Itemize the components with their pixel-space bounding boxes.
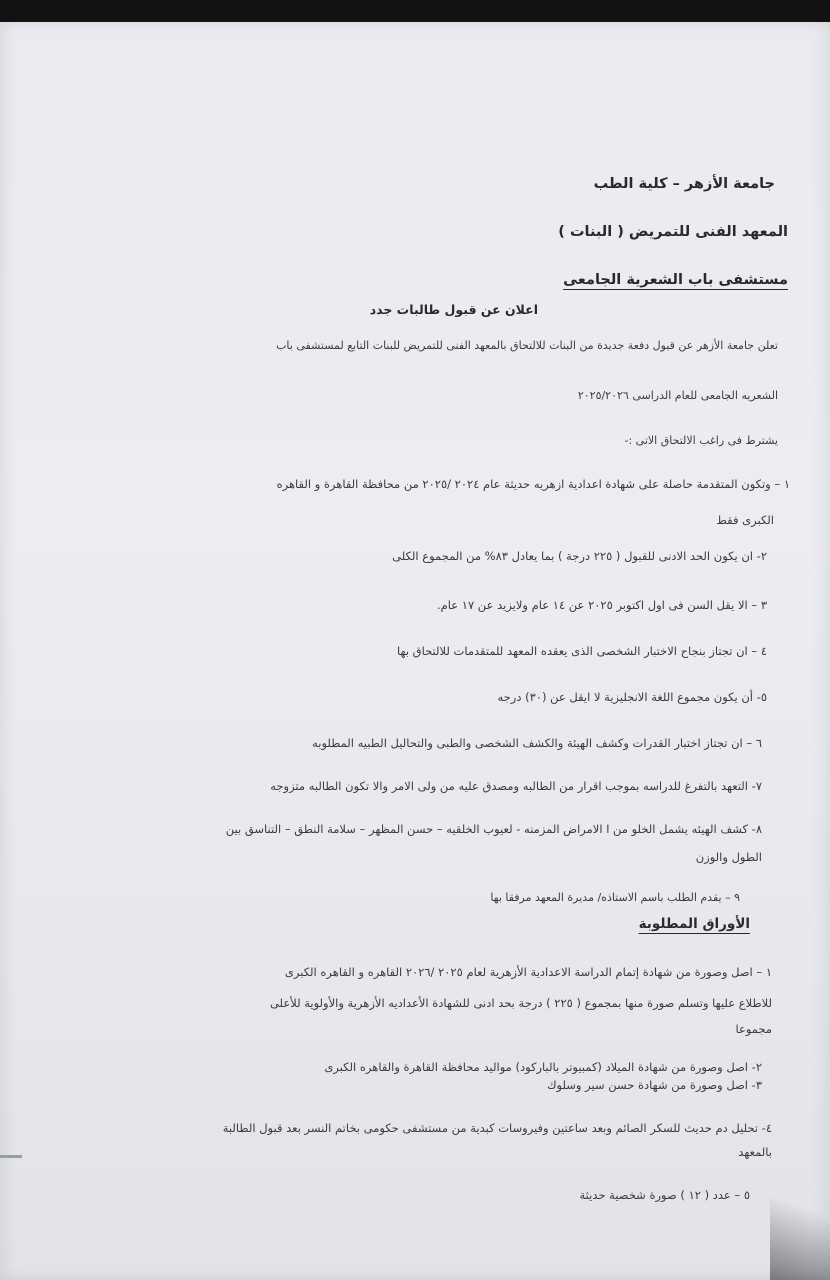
header-hospital: مستشفى باب الشعرية الجامعى [563, 272, 788, 288]
condition-6: ٦ – ان تجتاز اختبار القدرات وكشف الهيئة والكشف الشخصى والطبى والتحاليل الطبيه المطلوبه [312, 736, 762, 750]
condition-1: ١ – وتكون المتقدمة حاصلة على شهادة اعدادية ازهريه حديثة عام ٢٠٢٤ /٢٠٢٥ من محافظة القاهرة و القاهره [276, 477, 790, 491]
condition-2: ٢- ان يكون الحد الادنى للقبول ( ٢٢٥ درجة ) بما يعادل ٨٣% من المجموع الكلى [392, 549, 767, 563]
conditions-intro: يشترط فى راغب الالتحاق الاتى :- [624, 434, 778, 447]
condition-9: ٩ – يقدم الطلب باسم الاستاذه/ مديرة المعهد مرفقا بها [490, 891, 740, 904]
document-1-cont-2: مجموعا [735, 1022, 772, 1036]
condition-3: ٣ – الا يقل السن فى اول اكتوبر ٢٠٢٥ عن ١٤ عام ولايزيد عن ١٧ عام. [437, 598, 767, 612]
condition-4: ٤ – ان تجتاز بنجاح الاختبار الشخصى الذى يعقده المعهد للمتقدمات للالتحاق بها [397, 644, 767, 658]
document-page [0, 22, 830, 1280]
document-5: ٥ – عدد ( ١٢ ) صورة شخصية حديثة [579, 1188, 750, 1202]
document-3: ٣- اصل وصورة من شهادة حسن سير وسلوك [547, 1078, 762, 1092]
document-1: ١ – اصل وصورة من شهادة إتمام الدراسة الاعدادية الأزهرية لعام ٢٠٢٥ /٢٠٢٦ القاهره و القاهره الكبرى [284, 965, 772, 979]
header-university-faculty: جامعة الأزهر – كلية الطب [593, 176, 775, 192]
condition-1-cont: الكبرى فقط [716, 513, 774, 527]
condition-5: ٥- أن يكون مجموع اللغة الانجليزية لا ايقل عن (٣٠) درجه [497, 690, 767, 704]
condition-8: ٨- كشف الهيئه يشمل الخلو من ا الامراض المزمنه - لعيوب الخلقيه – حسن المظهر – سلامة النطق – التناسق بين [225, 822, 762, 836]
margin-mark [0, 1155, 22, 1158]
intro-line-1: تعلن جامعة الأزهر عن قبول دفعة جديدة من البنات للالتحاق بالمعهد الفنى للتمريض للبنات التابع لمستشفى باب [276, 339, 778, 352]
condition-7: ٧- التعهد بالتفرغ للدراسه بموجب اقرار من الطالبه ومصدق عليه من ولى الامر والا تكون الطالبه متزوجه [270, 779, 762, 793]
screen-top-band [0, 0, 830, 22]
document-4-cont: بالمعهد [738, 1145, 772, 1159]
document-2: ٢- اصل وصورة من شهادة الميلاد (كمبيوتر بالباركود) مواليد محافظة القاهرة والقاهره الكبرى [324, 1060, 762, 1074]
header-institute: المعهد الفنى للتمريض ( البنات ) [558, 224, 788, 240]
documents-title: الأوراق المطلوبة [638, 916, 750, 932]
condition-8-cont: الطول والوزن [695, 850, 762, 864]
document-4: ٤- تحليل دم حديث للسكر الصائم وبعد ساعتين وفيروسات كبدية من مستشفى حكومى بخاتم النسر بعد قبول الطالبة [222, 1121, 772, 1135]
announcement-title: اعلان عن قبول طالبات جدد [369, 302, 538, 317]
intro-line-2: الشعريه الجامعى للعام الدراسى ٢٠٢٥/٢٠٢٦ [577, 389, 778, 402]
document-1-cont: للاطلاع عليها وتسلم صورة منها بمجموع ( ٢٢٥ ) درجة بحد ادنى للشهادة الأعداديه الأزهرية والأولوية للأعلى [269, 996, 772, 1010]
